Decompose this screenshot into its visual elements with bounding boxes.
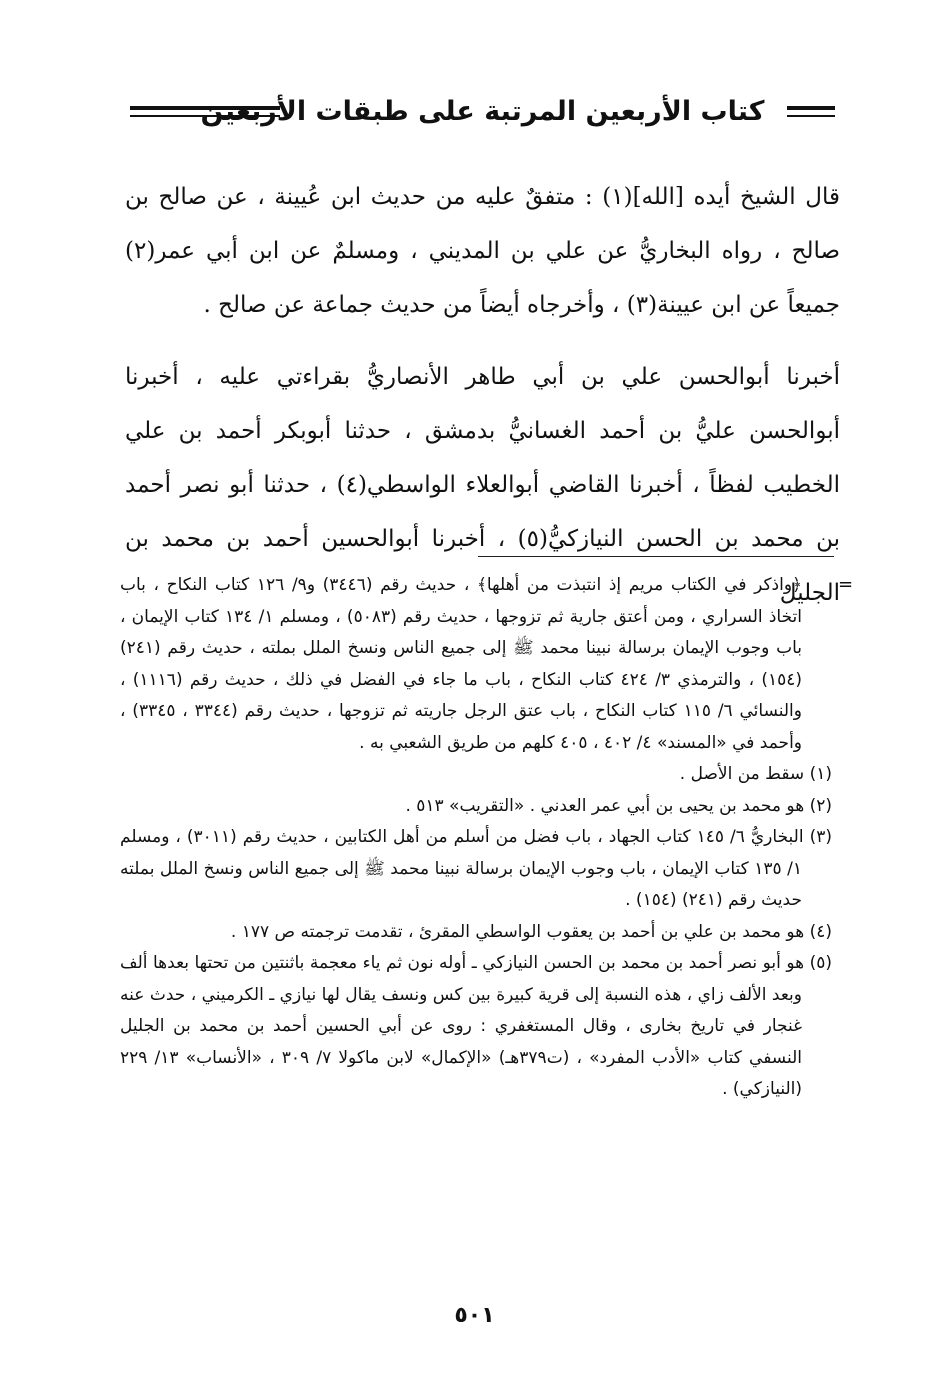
page-number: ٥٠١ <box>454 1303 495 1328</box>
running-header <box>130 92 835 134</box>
footnote-1: (١) سقط من الأصل . <box>679 764 832 784</box>
footnote-2: (٢) هو محمد بن يحيى بن أبي عمر العدني . «التقريب» ٥١٣ . <box>405 795 832 816</box>
footnote-continuation: ﴿واذكر في الكتاب مريم إذ انتبذت من أهلها﴾ ، حديث رقم (٣٤٤٦) و٩/ ١٢٦ كتاب النكاح ، باب اتخاذ السراري ، ومن أعتق جارية ثم تزوجها ، حديث رقم (٥٠٨٣) ، ومسلم ١/ ١٣٤ كتاب الإيمان ، باب وجوب الإيمان برسالة نبينا محمد ﷺ إلى جميع الناس ونسخ الملل بملته ، حديث رقم (٢٤١) (١٥٤) ، والترمذي ٣/ ٤٢٤ كتاب النكاح ، باب ما جاء في الفضل في ذلك ، حديث رقم (١١١٦) ، والنسائي ٦/ ١١٥ كتاب النكاح ، باب عتق الرجل جاريته ثم تزوجها ، حديث رقم (٣٣٤٤ ، ٣٣٤٥) ، وأحمد في «المسند» ٤/ ٤٠٢ ، ٤٠٥ كلهم من طريق الشعبي به . <box>120 575 803 753</box>
footnote-3: (٣) البخاريُّ ٦/ ١٤٥ كتاب الجهاد ، باب فضل من أسلم من أهل الكتابين ، حديث رقم (٣٠١١) ، ومسلم ١/ ١٣٥ كتاب الإيمان ، باب وجوب الإيمان برسالة نبينا محمد ﷺ إلى جميع الناس ونسخ الملل بملته حديث رقم (٢٤١) (١٥٤) . <box>120 827 832 910</box>
paragraph-2: أخبرنا أبوالحسن علي بن أبي طاهر الأنصاريُّ بقراءتي عليه ، أخبرنا أبوالحسن عليُّ بن أحمد الغسانيُّ بدمشق ، حدثنا أبوبكر أحمد بن علي الخطيب لفظاً ، أخبرنا القاضي أبوالعلاء الواسطي(٤) ، حدثنا أبو نصر أحمد بن محمد بن الحسن النيازكيُّ(٥) ، أخبرنا أبوالحسين أحمد بن محمد بن الجليل <box>125 364 841 606</box>
footnote-continuation-mark: = <box>838 574 854 595</box>
main-text <box>125 170 840 620</box>
footnote-4: (٤) هو محمد بن علي بن أحمد بن يعقوب الواسطي المقرئ ، تقدمت ترجمته ص ١٧٧ . <box>230 921 832 942</box>
footnotes <box>120 570 832 1106</box>
header-title: كتاب الأربعين المرتبة على طبقات الأربعين <box>200 96 765 127</box>
footnote-separator <box>478 556 834 557</box>
header-rule-right <box>787 106 835 117</box>
footnote-5: (٥) هو أبو نصر أحمد بن محمد بن الحسن النيازكي ـ أوله نون ثم ياء معجمة باثنتين من تحتها بعدها ألف وبعد الألف زاي ، هذه النسبة إلى قرية كبيرة بين كس ونسف يقال لها نيازي ـ الكرميني ، حدث عنه غنجار في تاريخ بخارى ، وقال المستغفري : روى عن أبي الحسين أحمد بن محمد بن الجليل النسفي كتاب «الأدب المفرد» ، (ت٣٧٩هـ) «الإكمال» لابن ماكولا ٧/ ٣٠٩ ، «الأنساب» ١٣/ ٢٢٩ (النيازكي) . <box>120 953 832 1099</box>
paragraph-1: قال الشيخ أيده [الله](١) : متفقٌ عليه من حديث ابن عُيينة ، عن صالح بن صالح ، رواه البخاريُّ عن علي بن المديني ، ومسلمٌ عن ابن أبي عمر(٢) جميعاً عن ابن عيينة(٣) ، وأخرجاه أيضاً من حديث جماعة عن صالح . <box>125 184 840 318</box>
